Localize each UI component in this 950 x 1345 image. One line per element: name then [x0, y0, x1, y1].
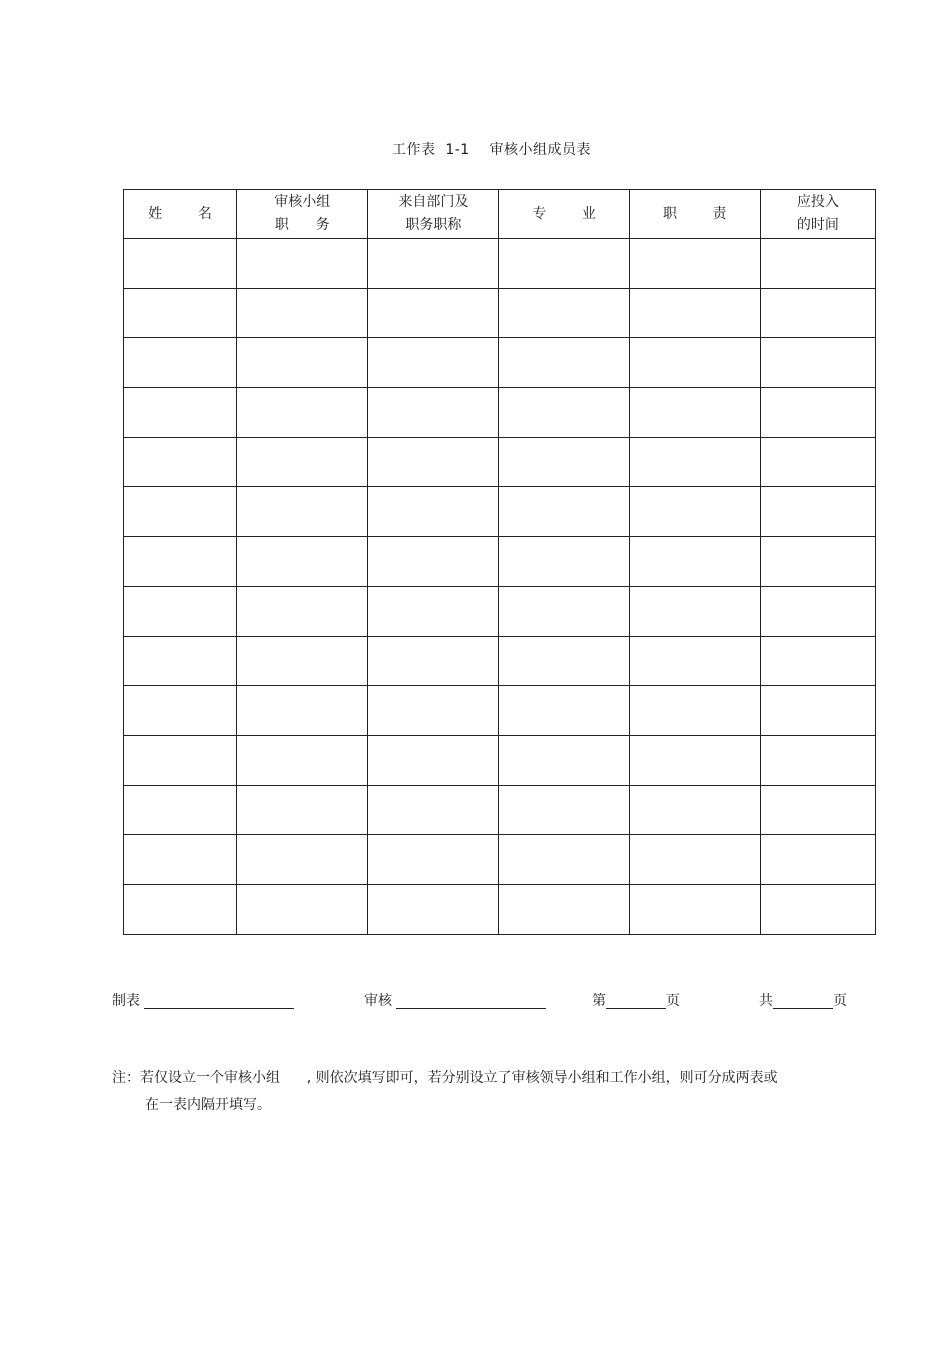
- table-cell[interactable]: [629, 586, 760, 636]
- table-cell[interactable]: [368, 785, 499, 835]
- table-cell[interactable]: [760, 735, 875, 785]
- table-cell[interactable]: [629, 338, 760, 388]
- signature-row: [0, 990, 950, 1014]
- total-pages-blank[interactable]: [773, 992, 833, 1009]
- audit-team-members-table: [123, 189, 876, 935]
- table-cell[interactable]: [124, 388, 237, 438]
- table-row: [124, 735, 876, 785]
- total-suffix: 页: [833, 993, 847, 1009]
- table-row: [124, 884, 876, 934]
- table-cell[interactable]: [499, 735, 629, 785]
- table-cell[interactable]: [629, 288, 760, 338]
- table-cell[interactable]: [629, 835, 760, 885]
- prepared-by-field: [112, 990, 294, 1010]
- table-cell[interactable]: [368, 735, 499, 785]
- table-cell[interactable]: [368, 586, 499, 636]
- table-cell[interactable]: [499, 636, 629, 686]
- reviewed-by-field: [364, 990, 546, 1010]
- table-cell[interactable]: [760, 239, 875, 289]
- header-specialty-text: 专 业: [532, 205, 596, 222]
- prepared-by-label: 制表: [112, 993, 140, 1009]
- table-cell[interactable]: [237, 586, 368, 636]
- table-cell[interactable]: [760, 586, 875, 636]
- footnote: [112, 1065, 852, 1119]
- table-header-row: [124, 190, 876, 239]
- table-cell[interactable]: [760, 686, 875, 736]
- table-row: [124, 785, 876, 835]
- header-team-role: [237, 190, 368, 239]
- table-cell[interactable]: [368, 288, 499, 338]
- table-row: [124, 338, 876, 388]
- table-cell[interactable]: [124, 537, 237, 587]
- table-cell[interactable]: [629, 388, 760, 438]
- table-cell[interactable]: [124, 884, 237, 934]
- page-suffix: 页: [666, 993, 680, 1009]
- table-cell[interactable]: [760, 388, 875, 438]
- table-cell[interactable]: [237, 636, 368, 686]
- table-row: [124, 288, 876, 338]
- table-cell[interactable]: [368, 388, 499, 438]
- header-name-text: 姓 名: [148, 205, 212, 222]
- table-row: [124, 487, 876, 537]
- table-cell[interactable]: [629, 437, 760, 487]
- table-cell[interactable]: [499, 338, 629, 388]
- table-cell[interactable]: [124, 586, 237, 636]
- table-cell[interactable]: [124, 288, 237, 338]
- header-team-role-line1: 审核小组: [274, 194, 331, 210]
- table-cell[interactable]: [237, 239, 368, 289]
- table-cell[interactable]: [499, 835, 629, 885]
- table-row: [124, 537, 876, 587]
- table-cell[interactable]: [760, 437, 875, 487]
- table-cell[interactable]: [368, 487, 499, 537]
- table-cell[interactable]: [760, 537, 875, 587]
- table-cell[interactable]: [124, 735, 237, 785]
- footnote-line-2: 在一表内隔开填写。: [145, 1097, 271, 1113]
- table-cell[interactable]: [629, 686, 760, 736]
- table-row: [124, 239, 876, 289]
- table-cell[interactable]: [368, 884, 499, 934]
- table-cell[interactable]: [124, 338, 237, 388]
- header-department-title: [368, 190, 499, 239]
- table-cell[interactable]: [760, 288, 875, 338]
- header-duty: [629, 190, 760, 239]
- table-cell[interactable]: [499, 884, 629, 934]
- table-cell[interactable]: [760, 884, 875, 934]
- header-time-line2: 的时间: [796, 217, 839, 233]
- table-cell[interactable]: [124, 686, 237, 736]
- table-cell[interactable]: [629, 884, 760, 934]
- table-cell[interactable]: [760, 835, 875, 885]
- reviewed-by-label: 审核: [364, 993, 392, 1009]
- table-cell[interactable]: [368, 835, 499, 885]
- total-prefix: 共: [759, 993, 773, 1009]
- table-cell[interactable]: [368, 239, 499, 289]
- table-cell[interactable]: [124, 487, 237, 537]
- table-cell[interactable]: [237, 735, 368, 785]
- table-cell[interactable]: [124, 785, 237, 835]
- table-cell[interactable]: [124, 835, 237, 885]
- table-cell[interactable]: [499, 288, 629, 338]
- page-number-field: [592, 990, 680, 1010]
- table-cell[interactable]: [629, 636, 760, 686]
- table-cell[interactable]: [499, 437, 629, 487]
- header-time-line1: 应投入: [796, 194, 839, 210]
- table-cell[interactable]: [499, 686, 629, 736]
- table-cell[interactable]: [237, 835, 368, 885]
- header-time-commitment: [760, 190, 875, 239]
- table-row: [124, 686, 876, 736]
- table-cell[interactable]: [499, 239, 629, 289]
- table-cell[interactable]: [368, 686, 499, 736]
- table-cell[interactable]: [368, 636, 499, 686]
- table-cell[interactable]: [629, 785, 760, 835]
- header-department-line1: 来自部门及: [398, 194, 469, 210]
- table-cell[interactable]: [368, 537, 499, 587]
- prepared-by-blank[interactable]: [144, 992, 294, 1009]
- header-name: [124, 190, 237, 239]
- table-row: [124, 586, 876, 636]
- table-cell[interactable]: [237, 338, 368, 388]
- table-cell[interactable]: [237, 437, 368, 487]
- header-department-line2: 职务职称: [405, 217, 462, 233]
- footnote-line-1: 注：若仅设立一个审核小组 , 则依次填写即可，若分别设立了审核领导小组和工作小组，则可分成两表或: [112, 1070, 778, 1086]
- table-cell[interactable]: [499, 537, 629, 587]
- table-cell[interactable]: [124, 437, 237, 487]
- table-cell[interactable]: [237, 785, 368, 835]
- table-cell[interactable]: [237, 487, 368, 537]
- table-cell[interactable]: [760, 785, 875, 835]
- table-cell[interactable]: [124, 636, 237, 686]
- table-cell[interactable]: [237, 388, 368, 438]
- table-cell[interactable]: [368, 338, 499, 388]
- table-cell[interactable]: [629, 487, 760, 537]
- table-cell[interactable]: [237, 537, 368, 587]
- page-number-blank[interactable]: [606, 992, 666, 1009]
- table-cell[interactable]: [499, 586, 629, 636]
- total-pages-field: [759, 990, 847, 1010]
- document-title: 工作表 1-1 审核小组成员表: [391, 142, 592, 158]
- table-cell[interactable]: [499, 487, 629, 537]
- table-cell[interactable]: [760, 636, 875, 686]
- table-cell[interactable]: [368, 437, 499, 487]
- table-cell[interactable]: [629, 537, 760, 587]
- table-cell[interactable]: [124, 239, 237, 289]
- table-cell[interactable]: [499, 785, 629, 835]
- table-cell[interactable]: [629, 735, 760, 785]
- table-row: [124, 388, 876, 438]
- header-duty-text: 职 责: [662, 205, 727, 222]
- table-cell[interactable]: [499, 388, 629, 438]
- table-cell[interactable]: [237, 884, 368, 934]
- page-prefix: 第: [592, 993, 606, 1009]
- table-cell[interactable]: [237, 288, 368, 338]
- header-team-role-line2: 职 务: [274, 217, 330, 233]
- table-row: [124, 636, 876, 686]
- table-cell[interactable]: [237, 686, 368, 736]
- reviewed-by-blank[interactable]: [396, 992, 546, 1009]
- header-specialty: [499, 190, 629, 239]
- table-cell[interactable]: [760, 338, 875, 388]
- table-row: [124, 437, 876, 487]
- table-body: [124, 239, 876, 935]
- table-cell[interactable]: [760, 487, 875, 537]
- table-row: [124, 835, 876, 885]
- table-cell[interactable]: [629, 239, 760, 289]
